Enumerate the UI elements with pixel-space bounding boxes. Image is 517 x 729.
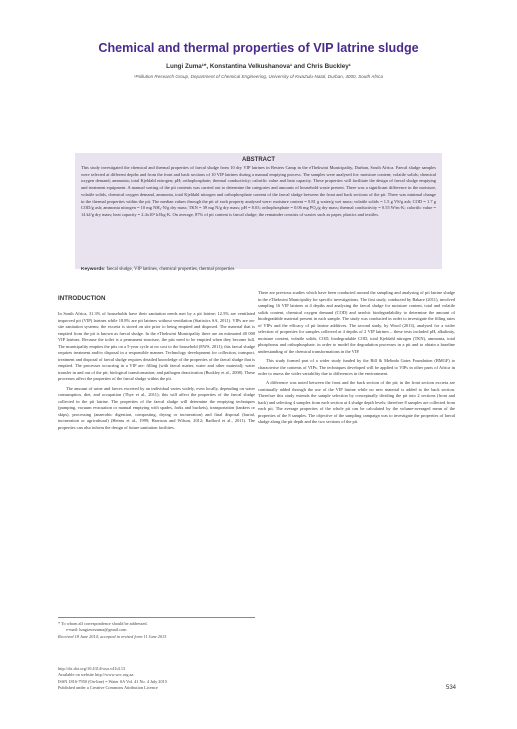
abstract-heading: ABSTRACT bbox=[242, 157, 275, 163]
article-title: Chemical and thermal properties of VIP latrine sludge bbox=[98, 41, 419, 55]
footnote-correspondence: * To whom all correspondence should be addressed. bbox=[58, 621, 148, 626]
intro-paragraph: This study formed part of a wider study funded by the Bill & Melinda Gates Foundation (BMGF) to characterise the contents of VIPs. The techniques developed will be applied to VIPs in other parts of Africa in order to assess the wider variability due to differences in the environment. bbox=[258, 357, 455, 377]
footnote-email: e-mail: lungizwezuma@gmail.com bbox=[66, 627, 127, 633]
keywords-line bbox=[81, 267, 441, 272]
intro-paragraph: The amount of urine and faeces excreted by an individual varies widely, even locally, depending on water consumption, diet, and occupation (Thye et al., 2011); this will affect the properties of the faecal sludge collected in the pit latrine. The properties of the faecal sludge will determine the emptying techniques (pumping, vacuum evacuation or manual emptying with spades, forks and buckets), transportation (tankers or skips), processing (anaerobic digestion, composting, drying or incineration) and final disposal (burial, incineration or agricultural) (Heinss et al., 1999; Harrison and Wilson, 2012; Radford et al., 2011). The properties can also inform the design of future sanitation facilities. bbox=[58, 385, 255, 430]
issn-line: ISSN 1816-7950 (On-line) = Water SA Vol. 41 No. 4 July 2015 bbox=[58, 678, 167, 684]
keywords-label: Keywords bbox=[81, 267, 104, 272]
website-line[interactable]: Available on website http://www.wrc.org.za bbox=[58, 672, 134, 678]
doi-link[interactable]: http://dx.doi.org/10.4314/wsa.v41i4.13 bbox=[58, 666, 126, 671]
author-list: Lungi Zuma¹*, Konstantina Velkushanova¹ and Chris Buckley¹ bbox=[166, 63, 351, 70]
keywords-text: : faecal sludge, VIP latrines, chemical properties, thermal properties bbox=[103, 267, 235, 272]
footnote-received: Received 18 June 2014; accepted in revised form 11 June 2015 bbox=[58, 633, 167, 639]
introduction-heading: INTRODUCTION bbox=[58, 295, 106, 302]
author-affiliation: ¹Pollution Research Group, Department of Chemical Engineering, University of KwaZulu-Natal, Durban, 4000, South Africa bbox=[133, 74, 384, 79]
abstract-text: This study investigated the chemical and thermal properties of faecal sludge from 10 dry VIP latrines in Besters Camp in the eThekwini Municipality, Durban, South Africa. Faecal sludge samples were selected at different depths and from the front and back sections of 10 VIP latrines during a manual emptying process. The samples were analysed for: moisture content; volatile solids; chemical oxygen demand; ammonia; total Kjeldahl nitrogen; pH; orthophosphate; thermal conductivity; calorific value and heat capacity. These properties will facilitate the design of faecal sludge emptying and treatment equipment. A manual sorting of the pit contents was carried out to determine the categories and amounts of household waste present. There was a significant difference in the moisture, volatile solids, chemical oxygen demand, ammonia, total Kjeldahl nitrogen and orthophosphate content of the faecal sludge between the front and back sections of the pit. There was minimal change in the thermal properties within the pit. The median values through the pit of each property analysed were: moisture content = 0.81 g water/g wet mass; volatile solids = 1.5 g VS/g ash; COD = 1.7 g COD/g ash; ammonia nitrogen = 10 mg NH₃-N/g dry mass; TKN = 39 mg N/g dry mass; pH = 8.03; orthophosphate = 0.06 mg PO₄/g dry mass; thermal conductivity = 0.55 W/m·K; calorific value = 14 kJ/g dry mass; heat capacity = 2.4x10³ kJ/kg·K. On average, 87% of pit content is faecal sludge; the remainder consists of wastes such as paper, plastics and textiles. bbox=[81, 165, 436, 217]
right-column bbox=[258, 290, 455, 428]
publication-footer bbox=[58, 666, 358, 692]
license-line: Published under a Creative Commons Attribution Licence bbox=[58, 685, 158, 691]
intro-paragraph: In South Africa, 31.3% of households have their sanitation needs met by a pit latrine; 12.5% are ventilated improved pit (VIP) latrines while 18.8% are pit latrines without ventilation (Statistics SA, 2011). VIPs are on-site sanitation systems; the excreta is stored on site prior to being emptied and disposed. The material that is emptied from the pit is known as faecal sludge. In the eThekwini Municipality there are an estimated 40 000 VIP latrines. Because the toilet is a permanent structure, the pits need to be emptied when they become full. The municipality empties the pits on a 5-year cycle at no cost to the household (EWS, 2011); this faecal sludge requires treatment and/or disposal in a responsible manner. Technology development for collection, transport, treatment and disposal of faecal sludge requires detailed knowledge of the properties of the faecal sludge that is emptied. The processes occurring in a VIP are: filling (with faecal matter, water and other material); water transfer in and out of the pit; biological transformation; and pathogen deactivation (Buckley et al., 2008). These processes affect the properties of the faecal sludge within the pit. bbox=[58, 311, 255, 382]
left-column bbox=[58, 311, 255, 434]
intro-paragraph: A difference was noted between the front and the back section of the pit; in the front section excreta are continually added through the use of the VIP latrine while no new material is added to the back section. Therefore this study extends the sample selection by conceptually dividing the pit into 2 sections (front and back) and selecting 4 samples from each section at 4 sludge depth levels; therefore 8 samples are collected from each pit. The average properties of the whole pit can be calculated by the volume-averaged mean of the properties of the 8 samples. The objective of the sampling campaign was to investigate the properties of faecal sludge along the pit depth and the two sections of the pit. bbox=[258, 380, 455, 425]
footnote-divider bbox=[58, 617, 255, 618]
intro-paragraph: There are previous studies which have been conducted around the sampling and analysing of pit latrine sludge in the eThekwini Municipality for specific investigations. The first study, conducted by Bakare (2011), involved sampling 16 VIP latrines at 4 depths and analysing the faecal sludge for moisture content, total and volatile solids content, chemical oxygen demand (COD) and aerobic biodegradability to determine the amount of biodegradable material present in each sample. The study was conducted in order to investigate the filling rates of VIPs and the efficacy of pit latrine additives. The second study, by Wood (2013), analysed for a wider selection of properties for samples collected at 4 depths of 2 VIP latrines – these tests included pH, alkalinity, moisture content, volatile solids, COD, biodegradable COD, total Kjeldahl nitrogen (TKN), ammonia, total phosphorus and orthophosphate, in order to model the degradation processes in a pit and to obtain a baseline understanding of the chemical transformations in the VIP. bbox=[258, 290, 455, 354]
page-number: 534 bbox=[446, 685, 457, 691]
abstract-box bbox=[75, 153, 442, 269]
correspondence-footnote bbox=[58, 621, 255, 640]
